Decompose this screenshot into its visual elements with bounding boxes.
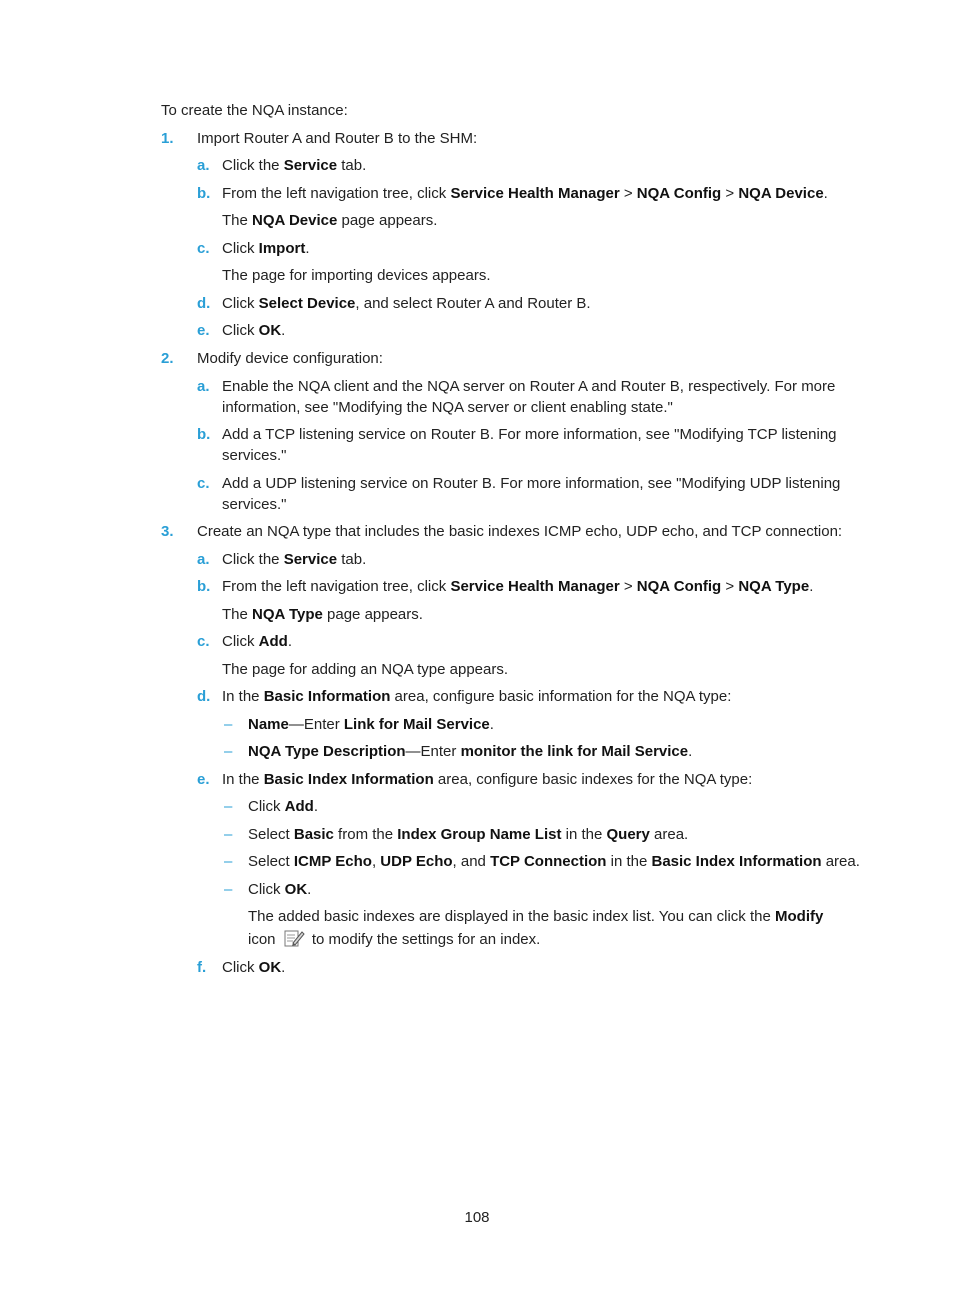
step-text: Modify device configuration:: [197, 350, 383, 367]
substep-letter: b.: [197, 185, 211, 202]
dash-bullet: –: [224, 716, 233, 733]
substep-text: Add a UDP listening service on Router B. For more information, see "Modifying UDP listening services.": [222, 475, 841, 513]
ui-term: monitor the link for Mail Service: [460, 743, 689, 760]
bullet-text: Click OK.: [248, 881, 312, 898]
ui-term: Import: [258, 240, 306, 257]
ui-term: UDP Echo: [380, 853, 453, 870]
substep-letter: d.: [197, 688, 211, 705]
substep-note: The NQA Device page appears.: [222, 212, 438, 229]
page-number: 108: [464, 1209, 490, 1226]
modify-icon: [283, 928, 305, 948]
dash-bullet: –: [224, 881, 233, 898]
ui-term: Basic Index Information: [651, 853, 822, 870]
substep-letter: c.: [197, 475, 210, 492]
substep-text: From the left navigation tree, click Service Health Manager > NQA Config > NQA Type.: [222, 578, 814, 595]
substep-letter: b.: [197, 578, 211, 595]
substep-letter: a.: [197, 551, 210, 568]
substep-text: From the left navigation tree, click Service Health Manager > NQA Config > NQA Device.: [222, 185, 828, 202]
substep-note: The page for importing devices appears.: [222, 267, 491, 284]
ui-term: OK: [258, 322, 282, 339]
substep-text: Click Select Device, and select Router A and Router B.: [222, 295, 591, 312]
step-number: 2.: [161, 350, 174, 367]
substep-letter: a.: [197, 157, 210, 174]
bullet-note: icon to modify the settings for an index.: [248, 928, 540, 950]
bullet-text: Name—Enter Link for Mail Service.: [248, 716, 494, 733]
substep-text: Click OK.: [222, 322, 286, 339]
ui-term: Modify: [775, 908, 824, 925]
step-number: 3.: [161, 523, 174, 540]
ui-term: Basic Information: [263, 688, 391, 705]
ui-term: NQA Type Description: [248, 743, 406, 760]
substep-text: In the Basic Information area, configure basic information for the NQA type:: [222, 688, 732, 705]
substep-letter: c.: [197, 633, 210, 650]
ui-term: Service Health Manager: [450, 185, 620, 202]
substep-text: In the Basic Index Information area, configure basic indexes for the NQA type:: [222, 771, 753, 788]
substep-letter: f.: [197, 959, 207, 976]
step-text: Import Router A and Router B to the SHM:: [197, 130, 478, 147]
ui-term: Service: [283, 157, 338, 174]
step-number: 1.: [161, 130, 174, 147]
ui-term: Basic: [293, 826, 334, 843]
step-text: Create an NQA type that includes the basic indexes ICMP echo, UDP echo, and TCP connection:: [197, 523, 843, 540]
ui-term: Basic Index Information: [263, 771, 434, 788]
substep-note: The NQA Type page appears.: [222, 606, 423, 623]
bullet-text: Select ICMP Echo, UDP Echo, and TCP Connection in the Basic Index Information area.: [248, 853, 860, 870]
ui-term: NQA Device: [252, 212, 338, 229]
ui-term: NQA Config: [636, 185, 722, 202]
substep-letter: b.: [197, 426, 211, 443]
ui-term: Index Group Name List: [397, 826, 562, 843]
dash-bullet: –: [224, 826, 233, 843]
substep-letter: e.: [197, 322, 210, 339]
substep-text: Click the Service tab.: [222, 157, 367, 174]
ui-term: Add: [284, 798, 314, 815]
ui-term: OK: [284, 881, 308, 898]
ui-term: Link for Mail Service: [343, 716, 490, 733]
intro-text: To create the NQA instance:: [161, 102, 348, 119]
ui-term: Service: [283, 551, 338, 568]
substep-text: Click OK.: [222, 959, 286, 976]
substep-text: Add a TCP listening service on Router B. For more information, see "Modifying TCP listening services.": [222, 426, 837, 464]
ui-term: Service Health Manager: [450, 578, 620, 595]
dash-bullet: –: [224, 798, 233, 815]
bullet-text: Select Basic from the Index Group Name List in the Query area.: [248, 826, 689, 843]
dash-bullet: –: [224, 743, 233, 760]
ui-term: TCP Connection: [490, 853, 607, 870]
dash-bullet: –: [224, 853, 233, 870]
ui-term: OK: [258, 959, 282, 976]
ui-term: NQA Type: [738, 578, 810, 595]
substep-text: Enable the NQA client and the NQA server on Router A and Router B, respectively. For more information, see "Modifying the NQA server or client enabling state.": [222, 378, 836, 416]
substep-letter: c.: [197, 240, 210, 257]
substep-note: The page for adding an NQA type appears.: [222, 661, 509, 678]
ui-term: Add: [258, 633, 288, 650]
substep-text: Click Add.: [222, 633, 293, 650]
substep-text: Click the Service tab.: [222, 551, 367, 568]
ui-term: NQA Type: [252, 606, 323, 623]
bullet-note: The added basic indexes are displayed in the basic index list. You can click the Modify: [248, 908, 824, 925]
substep-letter: d.: [197, 295, 211, 312]
ui-term: NQA Config: [636, 578, 722, 595]
bullet-text: Click Add.: [248, 798, 319, 815]
ui-term: Select Device: [258, 295, 356, 312]
ui-term: Query: [606, 826, 650, 843]
bullet-text: NQA Type Description—Enter monitor the link for Mail Service.: [248, 743, 693, 760]
substep-text: Click Import.: [222, 240, 310, 257]
ui-term: ICMP Echo: [293, 853, 372, 870]
substep-letter: a.: [197, 378, 210, 395]
substep-letter: e.: [197, 771, 210, 788]
ui-term: NQA Device: [738, 185, 824, 202]
ui-term: Name: [248, 716, 289, 733]
